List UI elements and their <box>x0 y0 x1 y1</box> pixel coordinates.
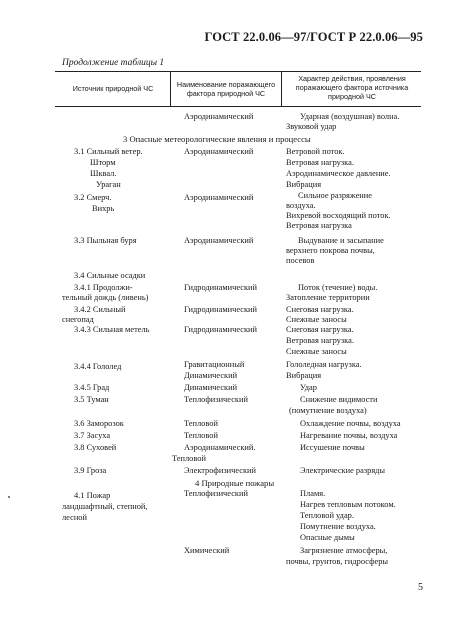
page-header-title: ГОСТ 22.0.06—97/ГОСТ Р 22.0.06—95 <box>204 30 423 44</box>
cell-action: Нагревание почвы, воздуха <box>300 431 398 440</box>
cell-factor: Гидродинамический <box>184 325 258 334</box>
cell-action: Звуковой удар <box>286 122 337 131</box>
cell-source: Шторм <box>90 158 116 167</box>
cell-source: 3.8 Суховей <box>74 443 117 452</box>
table-top-rule <box>55 71 421 72</box>
cell-action: Пламя. <box>300 489 326 498</box>
cell-action: Загрязнение атмосферы, <box>300 546 388 555</box>
cell-action: Помутнение воздуха. <box>300 522 376 531</box>
cell-factor: Аэродинамический <box>184 236 254 245</box>
cell-source: лесной <box>62 513 87 522</box>
cell-source: 3.4.2 Сильный <box>74 305 126 314</box>
table-header-bottom-rule <box>55 106 421 107</box>
cell-factor: Аэродинамический. <box>184 443 256 452</box>
column-divider-1 <box>170 71 171 107</box>
cell-action: Иссушение почвы <box>300 443 365 452</box>
cell-action: Ветровая нагрузка <box>286 221 352 230</box>
cell-source: 3.4.1 Продолжи- <box>74 283 133 292</box>
column-header-factor: Наименование поражающего фактора природной ЧС <box>176 80 276 98</box>
subsection-heading-precipitation: 3.4 Сильные осадки <box>74 271 146 280</box>
cell-action: Снежные заносы <box>286 315 347 324</box>
cell-source: 4.1 Пожар <box>74 491 111 500</box>
cell-source: 3.1 Сильный ветер. <box>74 147 143 156</box>
cell-factor: Гидродинамический <box>184 305 258 314</box>
cell-factor: Тепловой <box>172 454 206 463</box>
cell-action: Выдувание и засыпание <box>298 236 384 245</box>
cell-action: Ветровой поток. <box>286 147 345 156</box>
cell-action: Аэродинамическое давление. <box>286 169 391 178</box>
cell-action: Вибрация <box>286 371 322 380</box>
cell-source: 3.5 Туман <box>74 395 109 404</box>
cell-source: 3.6 Заморозок <box>74 419 124 428</box>
cell-action: Снежные заносы <box>286 347 347 356</box>
column-header-action: Характер действия, проявления поражающего фактора источника природной ЧС <box>295 74 409 101</box>
cell-factor: Динамический <box>184 371 238 380</box>
column-header-source: Источник природной ЧС <box>72 84 154 93</box>
cell-action: Ветровая нагрузка. <box>286 336 354 345</box>
cell-source: Ураган <box>96 180 121 189</box>
column-divider-2 <box>281 71 282 107</box>
cell-factor: Тепловой <box>184 431 218 440</box>
cell-factor: Динамический <box>184 383 238 392</box>
cell-factor: Аэродинамический <box>184 112 254 121</box>
cell-action: Снеговая нагрузка. <box>286 325 354 334</box>
cell-action: воздуха. <box>286 201 316 210</box>
cell-action: Поток (течение) воды. <box>298 283 378 292</box>
cell-source: снегопад <box>62 315 94 324</box>
cell-action: Снеговая нагрузка. <box>286 305 354 314</box>
cell-factor: Тепловой <box>184 419 218 428</box>
cell-source: 3.4.3 Сильная метель <box>74 325 150 334</box>
section-heading-meteorological: 3 Опасные метеорологические явления и процессы <box>123 134 311 144</box>
cell-factor: Аэродинамический <box>184 147 254 156</box>
cell-factor: Теплофизический <box>184 395 248 404</box>
page-number: 5 <box>418 582 423 593</box>
cell-factor: Электрофизический <box>184 466 256 475</box>
cell-factor: Гравитационный <box>184 360 245 369</box>
cell-factor: Аэродинамический <box>184 193 254 202</box>
cell-source: ландшафтный, степной, <box>62 502 148 511</box>
cell-action: (помутнение воздуха) <box>289 406 367 415</box>
cell-action: Вибрация <box>286 180 322 189</box>
cell-action: Нагрев тепловым потоком. <box>300 500 396 509</box>
cell-action: Охлаждение почвы, воздуха <box>300 419 401 428</box>
cell-action: Вихревой восходящий поток. <box>286 211 391 220</box>
cell-source: Вихрь <box>92 204 115 213</box>
cell-action: Снижение видимости <box>300 395 378 404</box>
cell-source: 3.2 Смерч. <box>74 193 112 202</box>
cell-factor: Химический <box>184 546 230 555</box>
cell-action: Опасные дымы <box>300 533 355 542</box>
cell-action: посевов <box>286 256 315 265</box>
cell-factor: Теплофизический <box>184 489 248 498</box>
cell-source: тельный дождь (ливень) <box>62 293 149 302</box>
cell-action: Гололедная нагрузка. <box>286 360 362 369</box>
cell-action: Ветровая нагрузка. <box>286 158 354 167</box>
cell-action: Сильное разряжение <box>298 191 372 200</box>
cell-action: верхнего покрова почвы, <box>286 246 375 255</box>
cell-source: 3.9 Гроза <box>74 466 107 475</box>
cell-source: 3.4.5 Град <box>74 383 110 392</box>
cell-action: Тепловой удар. <box>300 511 354 520</box>
cell-source: 3.7 Засуха <box>74 431 111 440</box>
cell-action: почвы, грунтов, гидросферы <box>286 557 389 566</box>
cell-source: 3.3 Пыльная буря <box>74 236 137 245</box>
cell-action: Электрические разряды <box>300 466 386 475</box>
section-heading-fires: 4 Природные пожары <box>195 478 275 488</box>
cell-source: Шквал. <box>90 169 117 178</box>
cell-factor: Гидродинамический <box>184 283 258 292</box>
cell-action: Затопление территории <box>286 293 370 302</box>
cell-action: Удар <box>300 383 317 392</box>
scan-speck <box>8 496 10 498</box>
table-continuation-caption: Продолжение таблицы 1 <box>62 58 165 68</box>
cell-source: 3.4.4 Гололед <box>74 362 122 371</box>
cell-action: Ударная (воздушная) волна. <box>300 112 400 121</box>
